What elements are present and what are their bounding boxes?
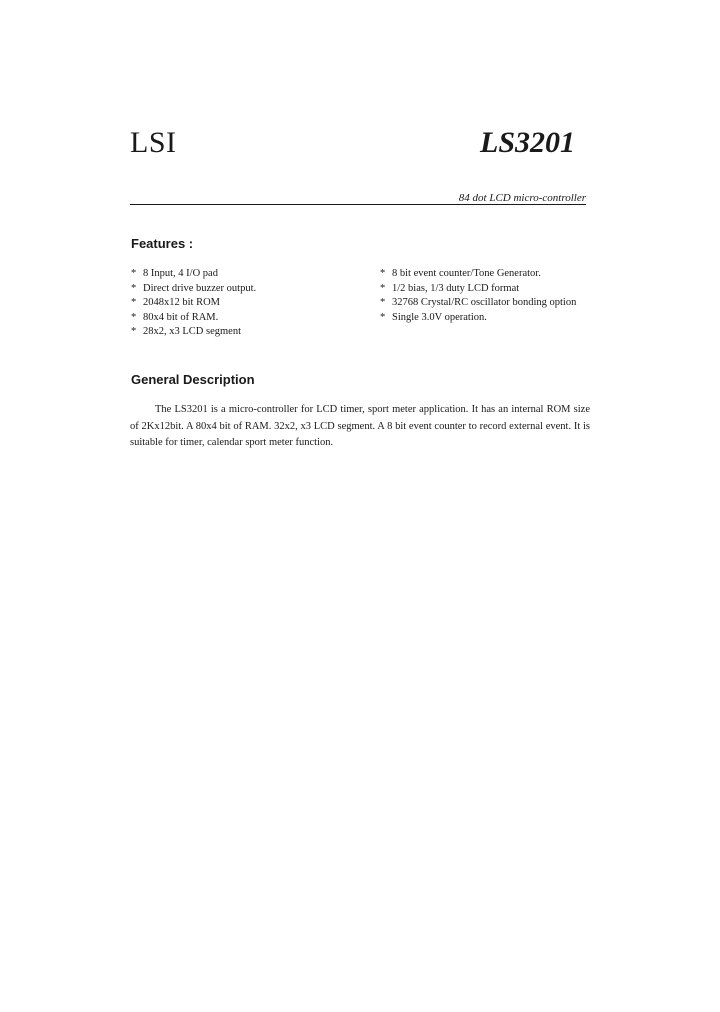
bullet-marker: * [380,282,386,294]
feature-text: Direct drive buzzer output. [143,282,257,294]
part-number: LS3201 [480,126,576,159]
feature-item [131,325,361,340]
feature-item [131,296,361,311]
feature-text: 80x4 bit of RAM. [143,311,219,323]
bullet-marker: * [131,326,137,338]
feature-text: 8 Input, 4 I/O pad [143,268,218,279]
feature-text: 28x2, x3 LCD segment [143,326,241,338]
features-list-right [380,267,610,325]
bullet-marker: * [131,311,137,323]
feature-text: 2048x12 bit ROM [143,297,221,309]
company-name: LSI [130,126,177,159]
feature-item [380,296,610,311]
feature-text: 32768 Crystal/RC oscillator bonding option [392,297,577,309]
bullet-marker: * [380,297,386,309]
general-description [130,402,590,452]
bullet-marker: * [131,268,137,279]
bullet-marker: * [380,311,386,323]
feature-item [131,282,361,297]
feature-item [380,282,610,297]
general-description-heading: General Description [131,372,255,387]
feature-text: Single 3.0V operation. [392,311,487,323]
bullet-marker: * [131,297,137,309]
feature-text: 1/2 bias, 1/3 duty LCD format [392,282,520,294]
features-list-left [131,267,361,340]
bullet-marker: * [131,282,137,294]
feature-item [380,267,610,282]
feature-item [131,311,361,326]
bullet-marker: * [380,268,386,279]
feature-text: 8 bit event counter/Tone Generator. [392,268,541,279]
header-rule [130,204,586,205]
features-heading: Features : [131,236,194,251]
description-paragraph: The LS3201 is a micro-controller for LCD timer, sport meter application. It has an internal ROM size of 2Kx12bit. A 80x4 bit of RAM. 32x2, x3 LCD segment. A 8 bit event counter to record external event. It is suitable for timer, calendar sport meter function. [130,404,590,448]
feature-item [380,311,610,326]
feature-item [131,267,361,282]
document-subtitle: 84 dot LCD micro-controller [458,192,586,204]
